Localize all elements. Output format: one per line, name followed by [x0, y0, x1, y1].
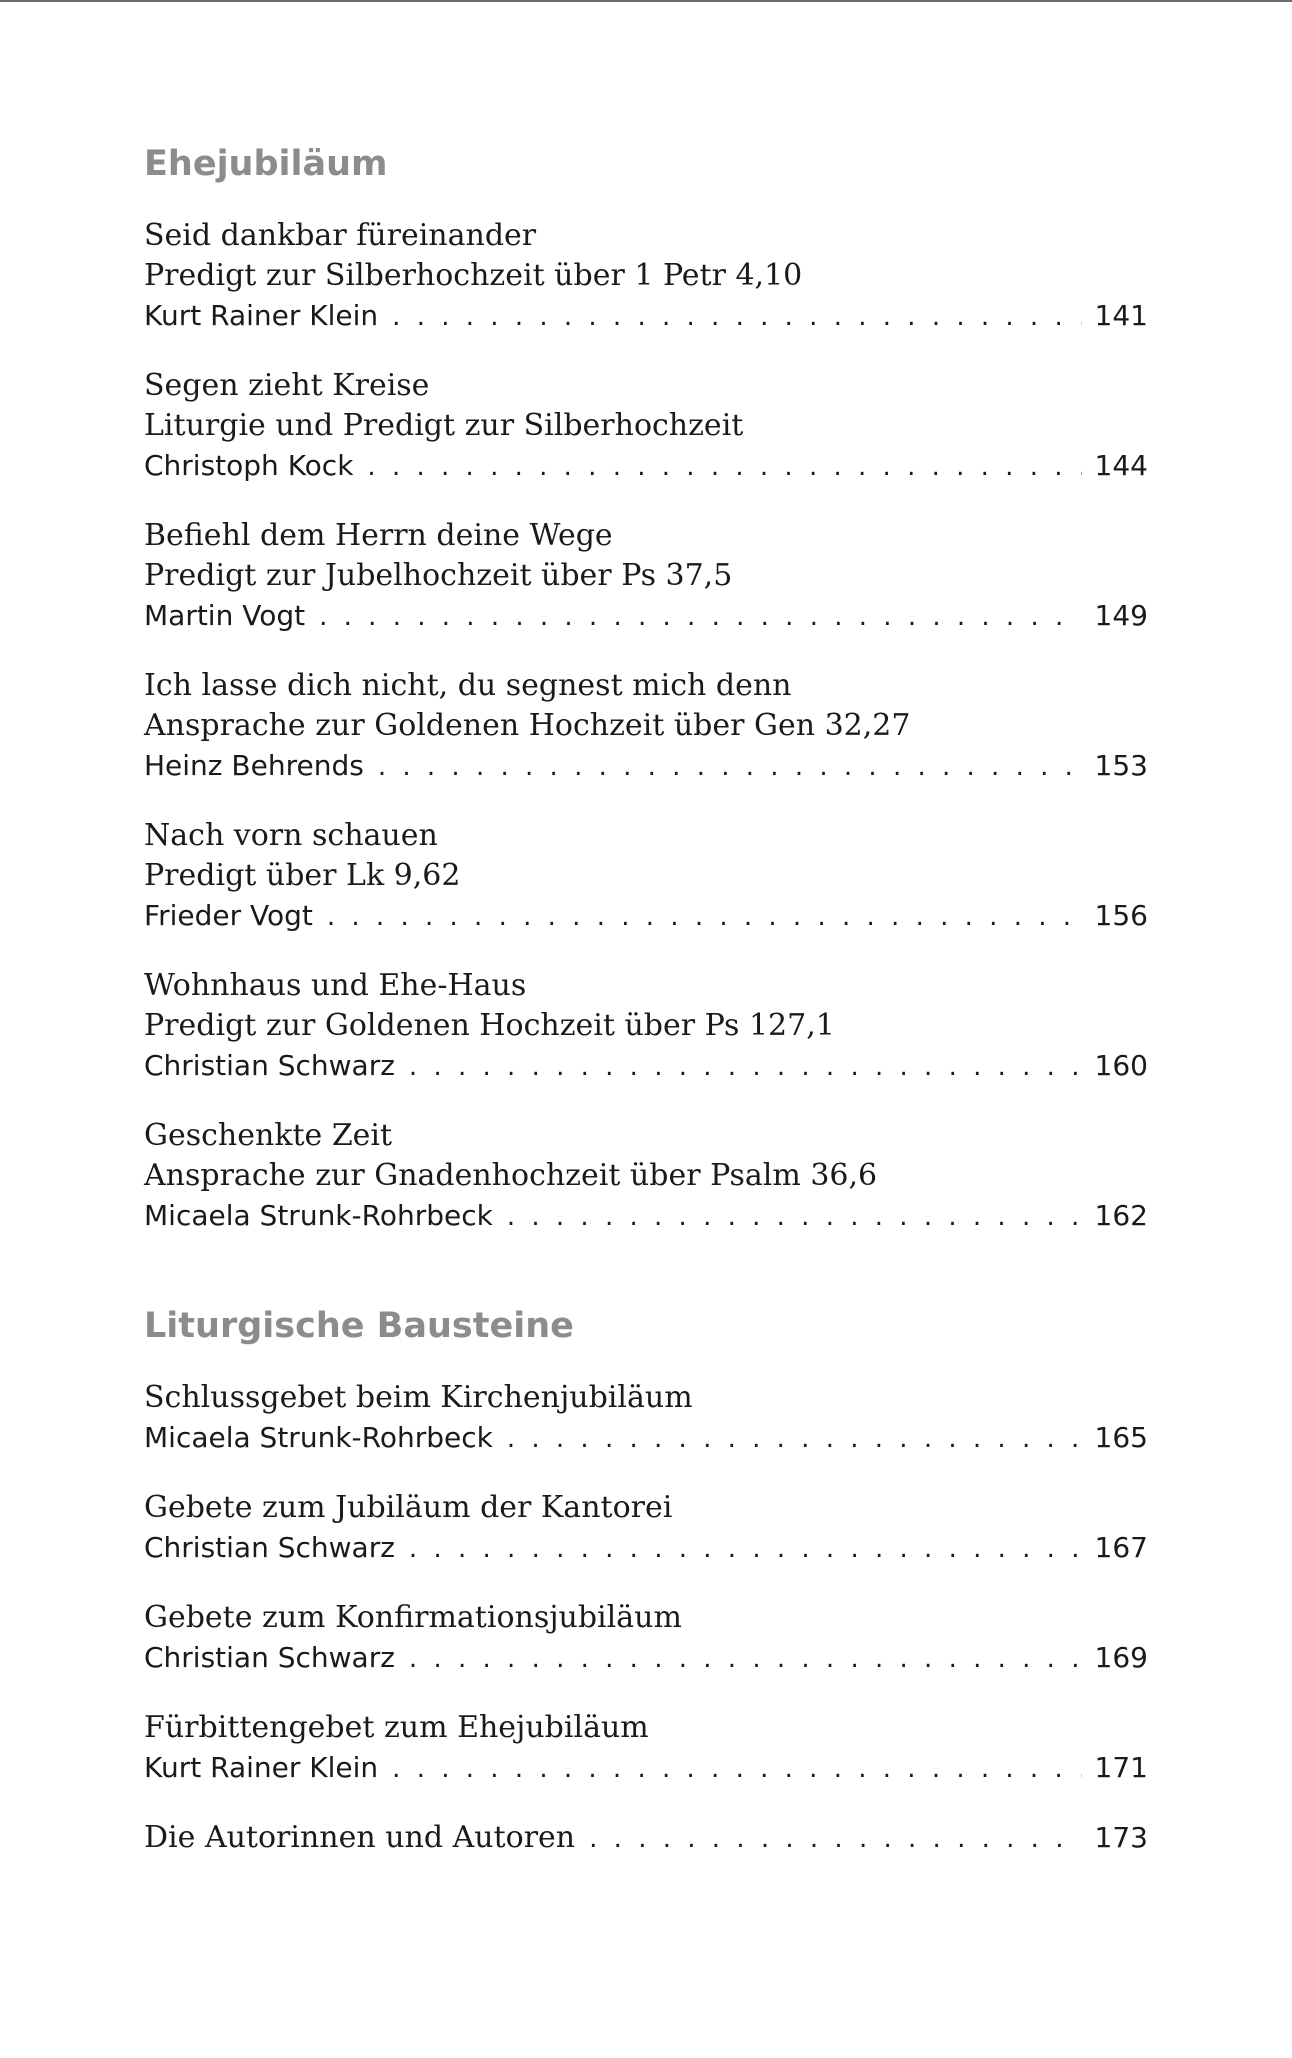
entry-author-line [144, 896, 1148, 936]
entry-title: Seid dankbar füreinander [144, 218, 537, 253]
toc-entry[interactable] [144, 816, 1148, 936]
entry-title: Befiehl dem Herrn deine Wege [144, 518, 613, 553]
entry-page-number: 162 [1094, 1199, 1148, 1232]
entry-page-number: 171 [1094, 1751, 1148, 1784]
entry-title: Schlussgebet beim Kirchenjubiläum [144, 1380, 693, 1415]
toc-entry[interactable] [144, 1598, 1148, 1678]
entry-title: Ich lasse dich nicht, du segnest mich denn [144, 668, 792, 703]
dot-leader [378, 747, 1082, 787]
entry-author-line [144, 1528, 1148, 1568]
entry-page-number: 169 [1094, 1641, 1148, 1674]
toc-entry[interactable] [144, 1488, 1148, 1568]
entry-subtitle: Predigt zur Jubelhochzeit über Ps 37,5 [144, 558, 733, 593]
entry-subtitle: Predigt zur Silberhochzeit über 1 Petr 4,10 [144, 258, 803, 293]
entry-page-number: 156 [1094, 899, 1148, 932]
entry-author: Christian Schwarz [144, 1641, 395, 1674]
entry-author-line [144, 446, 1148, 486]
entry-author-line [144, 1638, 1148, 1678]
entry-author: Christian Schwarz [144, 1049, 395, 1082]
entry-page-number: 165 [1094, 1421, 1148, 1454]
entry-author: Frieder Vogt [144, 899, 313, 932]
entry-page-number: 149 [1094, 599, 1148, 632]
entry-author: Martin Vogt [144, 599, 306, 632]
toc-entry[interactable] [144, 366, 1148, 486]
entry-author-line [144, 1748, 1148, 1788]
dot-leader [367, 447, 1082, 487]
entry-author-line [144, 746, 1148, 786]
entry-author: Micaela Strunk-Rohrbeck [144, 1199, 493, 1232]
entry-author-line [144, 596, 1148, 636]
top-rule [0, 0, 1292, 2]
toc-entry[interactable] [144, 516, 1148, 636]
entry-subtitle: Ansprache zur Goldenen Hochzeit über Gen 32,27 [144, 708, 911, 743]
entry-author-line [144, 1418, 1148, 1458]
entry-page-number: 144 [1094, 449, 1148, 482]
entry-subtitle: Liturgie und Predigt zur Silberhochzeit [144, 408, 744, 443]
section-heading: Liturgische Bausteine [144, 1306, 574, 1346]
toc-entry[interactable] [144, 1378, 1148, 1458]
entry-author: Micaela Strunk-Rohrbeck [144, 1421, 493, 1454]
toc-entry[interactable] [144, 666, 1148, 786]
toc-entry[interactable] [144, 1116, 1148, 1236]
dot-leader [392, 1749, 1082, 1789]
entry-subtitle: Ansprache zur Gnadenhochzeit über Psalm 36,6 [144, 1158, 878, 1193]
entry-author: Christian Schwarz [144, 1531, 395, 1564]
entry-title: Gebete zum Konfirmationsjubiläum [144, 1600, 682, 1635]
dot-leader [392, 297, 1082, 337]
entry-title: Geschenkte Zeit [144, 1118, 393, 1153]
dot-leader [507, 1197, 1082, 1237]
entry-author-line [144, 1046, 1148, 1086]
toc-entry[interactable] [144, 1708, 1148, 1788]
entry-author: Kurt Rainer Klein [144, 1751, 379, 1784]
dot-leader [507, 1419, 1082, 1459]
dot-leader [409, 1639, 1082, 1679]
section-heading: Ehejubiläum [144, 144, 388, 184]
entry-subtitle: Predigt zur Goldenen Hochzeit über Ps 127,1 [144, 1008, 835, 1043]
entry-page-number: 153 [1094, 749, 1148, 782]
entry-author-line [144, 296, 1148, 336]
entry-author: Christoph Kock [144, 449, 354, 482]
entry-page-number: 141 [1094, 299, 1148, 332]
entry-page-number: 173 [1094, 1821, 1148, 1854]
dot-leader [409, 1047, 1082, 1087]
entry-title: Gebete zum Jubiläum der Kantorei [144, 1490, 673, 1525]
dot-leader [589, 1819, 1082, 1859]
toc-entry[interactable] [144, 966, 1148, 1086]
entry-title: Wohnhaus und Ehe-Haus [144, 968, 527, 1003]
entry-page-number: 160 [1094, 1049, 1148, 1082]
entry-author: Heinz Behrends [144, 749, 364, 782]
dot-leader [327, 897, 1082, 937]
entry-title: Segen zieht Kreise [144, 368, 430, 403]
table-of-contents [144, 134, 1148, 1858]
toc-entry-authors[interactable] [144, 1818, 1148, 1858]
entry-title: Nach vorn schauen [144, 818, 438, 853]
entry-author-line [144, 1196, 1148, 1236]
entry-author: Kurt Rainer Klein [144, 299, 379, 332]
entry-subtitle: Predigt über Lk 9,62 [144, 858, 461, 893]
entry-title: Fürbittengebet zum Ehejubiläum [144, 1710, 649, 1745]
dot-leader [409, 1529, 1082, 1569]
entry-author-line [144, 1818, 1148, 1858]
entry-label: Die Autorinnen und Autoren [144, 1820, 576, 1855]
entry-page-number: 167 [1094, 1531, 1148, 1564]
dot-leader [319, 597, 1082, 637]
toc-entry[interactable] [144, 216, 1148, 336]
